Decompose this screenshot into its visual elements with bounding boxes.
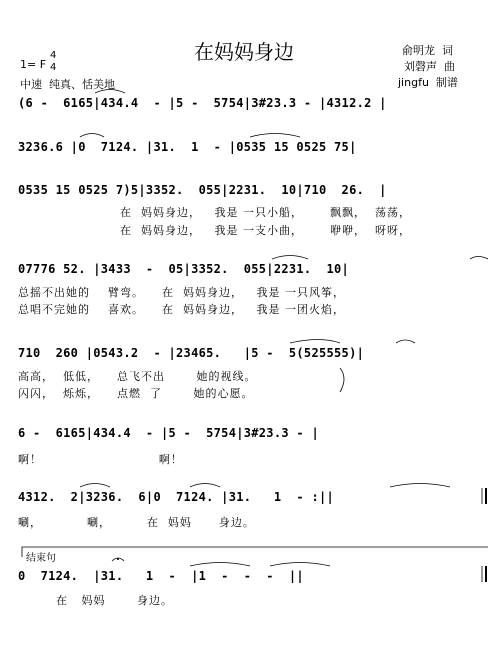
notation-line-1: (6 - 6165|434.4 - |5 - 5754|3#23.3 - |4312.2 | xyxy=(18,96,387,110)
tie xyxy=(80,484,110,488)
lyric-line-3-verse-1: 在 妈妈身边， 我是 一只小船， 飘飘， 荡荡， xyxy=(120,206,411,219)
notation-line-4: 07776 52. |3433 - 05|3352. 055|2231. 10| xyxy=(18,262,350,276)
tempo-marking: 中速 纯真、恬美地 xyxy=(20,78,115,91)
lyric-line-4-verse-2: 总唱不完她的 喜欢。 在 妈妈身边， 我是 一团火焰， xyxy=(18,303,345,316)
tie xyxy=(272,256,308,260)
notation-line-7: 4312. 2|3236. 6|0 7124. |31. 1 - :|| xyxy=(18,490,335,504)
engraver-credit: jingfu 制谱 xyxy=(398,76,458,89)
lyric-line-5-verse-2: 闪闪， 烁烁， 点燃 了 她的心愿。 xyxy=(18,387,254,400)
notation-line-2: 3236.6 |0 7124. |31. 1 - |0535 15 0525 75| xyxy=(18,140,357,154)
tie xyxy=(190,563,250,567)
song-title: 在妈妈身边 xyxy=(194,40,294,64)
ending-label: 结束句 xyxy=(26,553,56,564)
tie xyxy=(250,134,300,138)
lyric-line-4-verse-1: 总摇不出她的 臂弯。 在 妈妈身边， 我是 一只风筝， xyxy=(18,286,345,299)
tie xyxy=(470,257,488,260)
key-signature: 1= F xyxy=(20,58,47,71)
notation-line-3: 0535 15 0525 7)5|3352. 055|2231. 10|710 26. | xyxy=(18,183,387,197)
composer-credit: 刘磬声 曲 xyxy=(404,60,455,73)
lyric-line-3-verse-2: 在 妈妈身边， 我是 一支小曲， 咿咿， 呀呀， xyxy=(120,224,411,237)
notation-line-6: 6 - 6165|434.4 - |5 - 5754|3#23.3 - | xyxy=(18,426,319,440)
ending-bracket xyxy=(22,547,488,557)
tie xyxy=(190,484,220,488)
tie xyxy=(390,484,450,488)
lyric-line-5-verse-1: 高高， 低低， 总飞不出 她的视线。 xyxy=(18,370,257,383)
lyric-line-7: 唰， 唰， 在 妈妈 身边。 xyxy=(18,516,255,529)
tie xyxy=(80,134,104,138)
time-signature-top: 4 xyxy=(50,50,57,61)
time-signature-bottom: 4 xyxy=(50,62,57,73)
lyric-line-6: 啊！ 啊！ xyxy=(18,453,183,466)
lyricist-credit: 俞明龙 词 xyxy=(402,44,453,57)
lyric-brace xyxy=(340,368,344,392)
fermata-dot xyxy=(117,558,119,560)
tie xyxy=(396,340,415,343)
notation-line-8: 0 7124. |31. 1 - |1 - - - || xyxy=(18,569,304,583)
tie xyxy=(290,340,340,344)
fermata xyxy=(112,558,124,561)
notation-line-5: 710 260 |0543.2 - |23465. |5 - 5(525555)| xyxy=(18,346,365,360)
lyric-line-8: 在 妈妈 身边。 xyxy=(56,594,173,607)
tie xyxy=(270,563,330,567)
